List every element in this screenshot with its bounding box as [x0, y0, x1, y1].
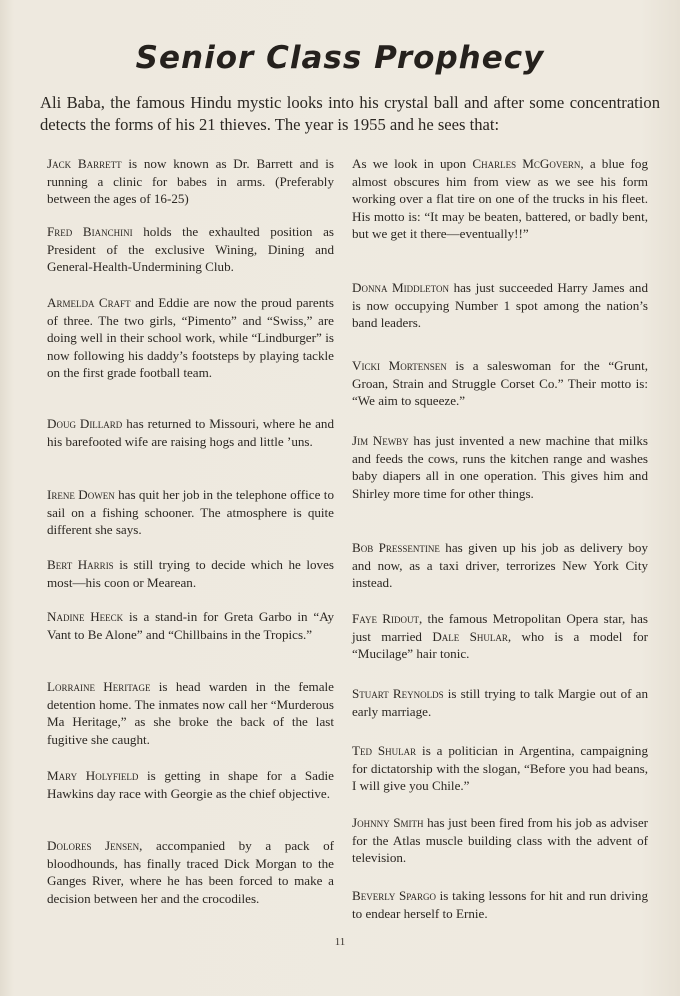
prophecy-entry — [47, 556, 334, 591]
prophecy-entry — [352, 685, 648, 720]
student-name: Bert Harris — [47, 557, 114, 572]
prophecy-text: has given up his job as delivery boy and now, as a taxi driver, terrorizes New York City instead. — [352, 540, 648, 591]
student-name: Ted Shular — [352, 743, 417, 758]
page-number: 11 — [334, 936, 346, 948]
prophecy-entry — [47, 155, 334, 208]
prophecy-entry — [352, 887, 648, 922]
student-name: Dale Shular — [432, 628, 508, 644]
prophecy-text: is a saleswoman for the “Grunt, Groan, Strain and Struggle Corset Co.” Their motto is: “We aim to squeeze.” — [352, 358, 648, 409]
prophecy-text: has returned to Missouri, where he and his barefooted wife are raising hogs and little ’uns. — [47, 416, 334, 449]
prophecy-entry — [352, 814, 648, 867]
page-title: Senior Class Prophecy — [135, 40, 545, 76]
student-name: Mary Holyfield — [47, 768, 139, 783]
prophecy-text: is getting in shape for a Sadie Hawkins day race with Georgie as the chief objective. — [47, 768, 334, 801]
prophecy-text: As we look in upon — [352, 156, 473, 171]
student-name: Bob Pressentine — [352, 540, 440, 555]
prophecy-entry — [352, 432, 648, 502]
student-name: Charles McGovern — [472, 156, 581, 171]
prophecy-entry — [47, 415, 334, 450]
prophecy-text: , the famous Metropolitan Opera star, has just married — [352, 611, 649, 644]
prophecy-text: holds the exhaulted position as President of the exclusive Wining, Dining and General-Health-Undermining Club. — [47, 224, 334, 275]
prophecy-entry — [352, 742, 648, 795]
prophecy-entry — [352, 357, 648, 410]
student-name: Stuart Reynolds — [352, 686, 444, 701]
prophecy-entry — [352, 610, 648, 663]
student-name: Fred Bianchini — [47, 224, 133, 239]
prophecy-text: is a politician in Argentina, campaigning for dictatorship with the slogan, “Before you had beans, I will give you Chile.” — [352, 743, 648, 794]
prophecy-text: and Eddie are now the proud parents of three. The two girls, “Pimento” and “Swiss,” are doing well in their school work, while “Lindburger” is now following his daddy’s footsteps by playing tackle on the first grade football team. — [47, 295, 335, 381]
student-name: Vicki Mortensen — [352, 358, 447, 373]
prophecy-text: , a blue fog almost obscures him from view as we see his form working over a flat tire on one of the trucks in his fleet. His motto is: “It may be beaten, battered, or badly bent, but we get it there—eventually!!” — [352, 156, 648, 242]
intro-paragraph: Ali Baba, the famous Hindu mystic looks into his crystal ball and after some concentration detects the forms of his 21 thieves. The year is 1955 and he sees that: — [40, 93, 660, 134]
prophecy-entry — [47, 678, 334, 748]
student-name: Nadine Heeck — [47, 609, 124, 624]
student-name: Beverly Spargo — [352, 888, 436, 903]
prophecy-text: is head warden in the female detention home. The inmates now call her “Murderous Ma Heritage,” as she broke the back of the last fugitive she caught. — [47, 679, 334, 747]
prophecy-text: has just invented a new machine that milks and feeds the cows, runs the kitchen range and washes baby diapers all in one operation. This gives him and Shirley more time for other things. — [352, 433, 648, 501]
student-name: Lorraine Heritage — [47, 679, 151, 694]
prophecy-text: has just been fired from his job as adviser for the Atlas muscle building class with the advent of television. — [352, 815, 648, 866]
prophecy-entry — [47, 608, 334, 643]
prophecy-entry — [352, 155, 648, 243]
student-name: Donna Middleton — [352, 280, 449, 295]
prophecy-text: , who is a model for “Mucilage” hair tonic. — [352, 628, 648, 662]
student-name: Armelda Craft — [47, 295, 131, 310]
prophecy-entry — [352, 539, 648, 592]
prophecy-text: is a stand-in for Greta Garbo in “Ay Vant to Be Alone” and “Chillbains in the Tropics.” — [47, 609, 334, 642]
student-name: Doug Dillard — [47, 416, 123, 431]
student-name: Faye Ridout — [352, 611, 419, 626]
prophecy-text: , accompanied by a pack of bloodhounds, has finally traced Dick Morgan to the Ganges River, where he has been forced to make a decision between her and the crocodiles. — [47, 838, 334, 906]
student-name: Johnny Smith — [352, 815, 424, 830]
prophecy-text: is still trying to talk Margie out of an early marriage. — [352, 686, 648, 719]
prophecy-entry — [47, 223, 334, 276]
prophecy-entry — [47, 486, 334, 539]
prophecy-text: is taking lessons for hit and run driving to endear herself to Ernie. — [352, 888, 648, 921]
prophecy-entry — [47, 767, 334, 802]
student-name: Jack Barrett — [47, 156, 122, 171]
prophecy-entry — [352, 279, 648, 332]
student-name: Irene Dowen — [47, 487, 115, 502]
student-name: Jim Newby — [352, 433, 409, 448]
prophecy-entry — [47, 294, 334, 382]
student-name: Dolores Jensen — [47, 838, 140, 853]
prophecy-entry — [47, 837, 334, 907]
prophecy-text: is now known as Dr. Barrett and is running a clinic for babes in arms. (Preferably between the ages of 16-25) — [47, 156, 334, 207]
prophecy-text: has just succeeded Harry James and is now occupying Number 1 spot among the nation’s band leaders. — [352, 280, 649, 331]
prophecy-text: has quit her job in the telephone office to sail on a fishing schooner. The atmosphere is quite different she says. — [47, 487, 334, 538]
prophecy-text: is still trying to decide which he loves most—his coon or Mearean. — [47, 557, 334, 590]
